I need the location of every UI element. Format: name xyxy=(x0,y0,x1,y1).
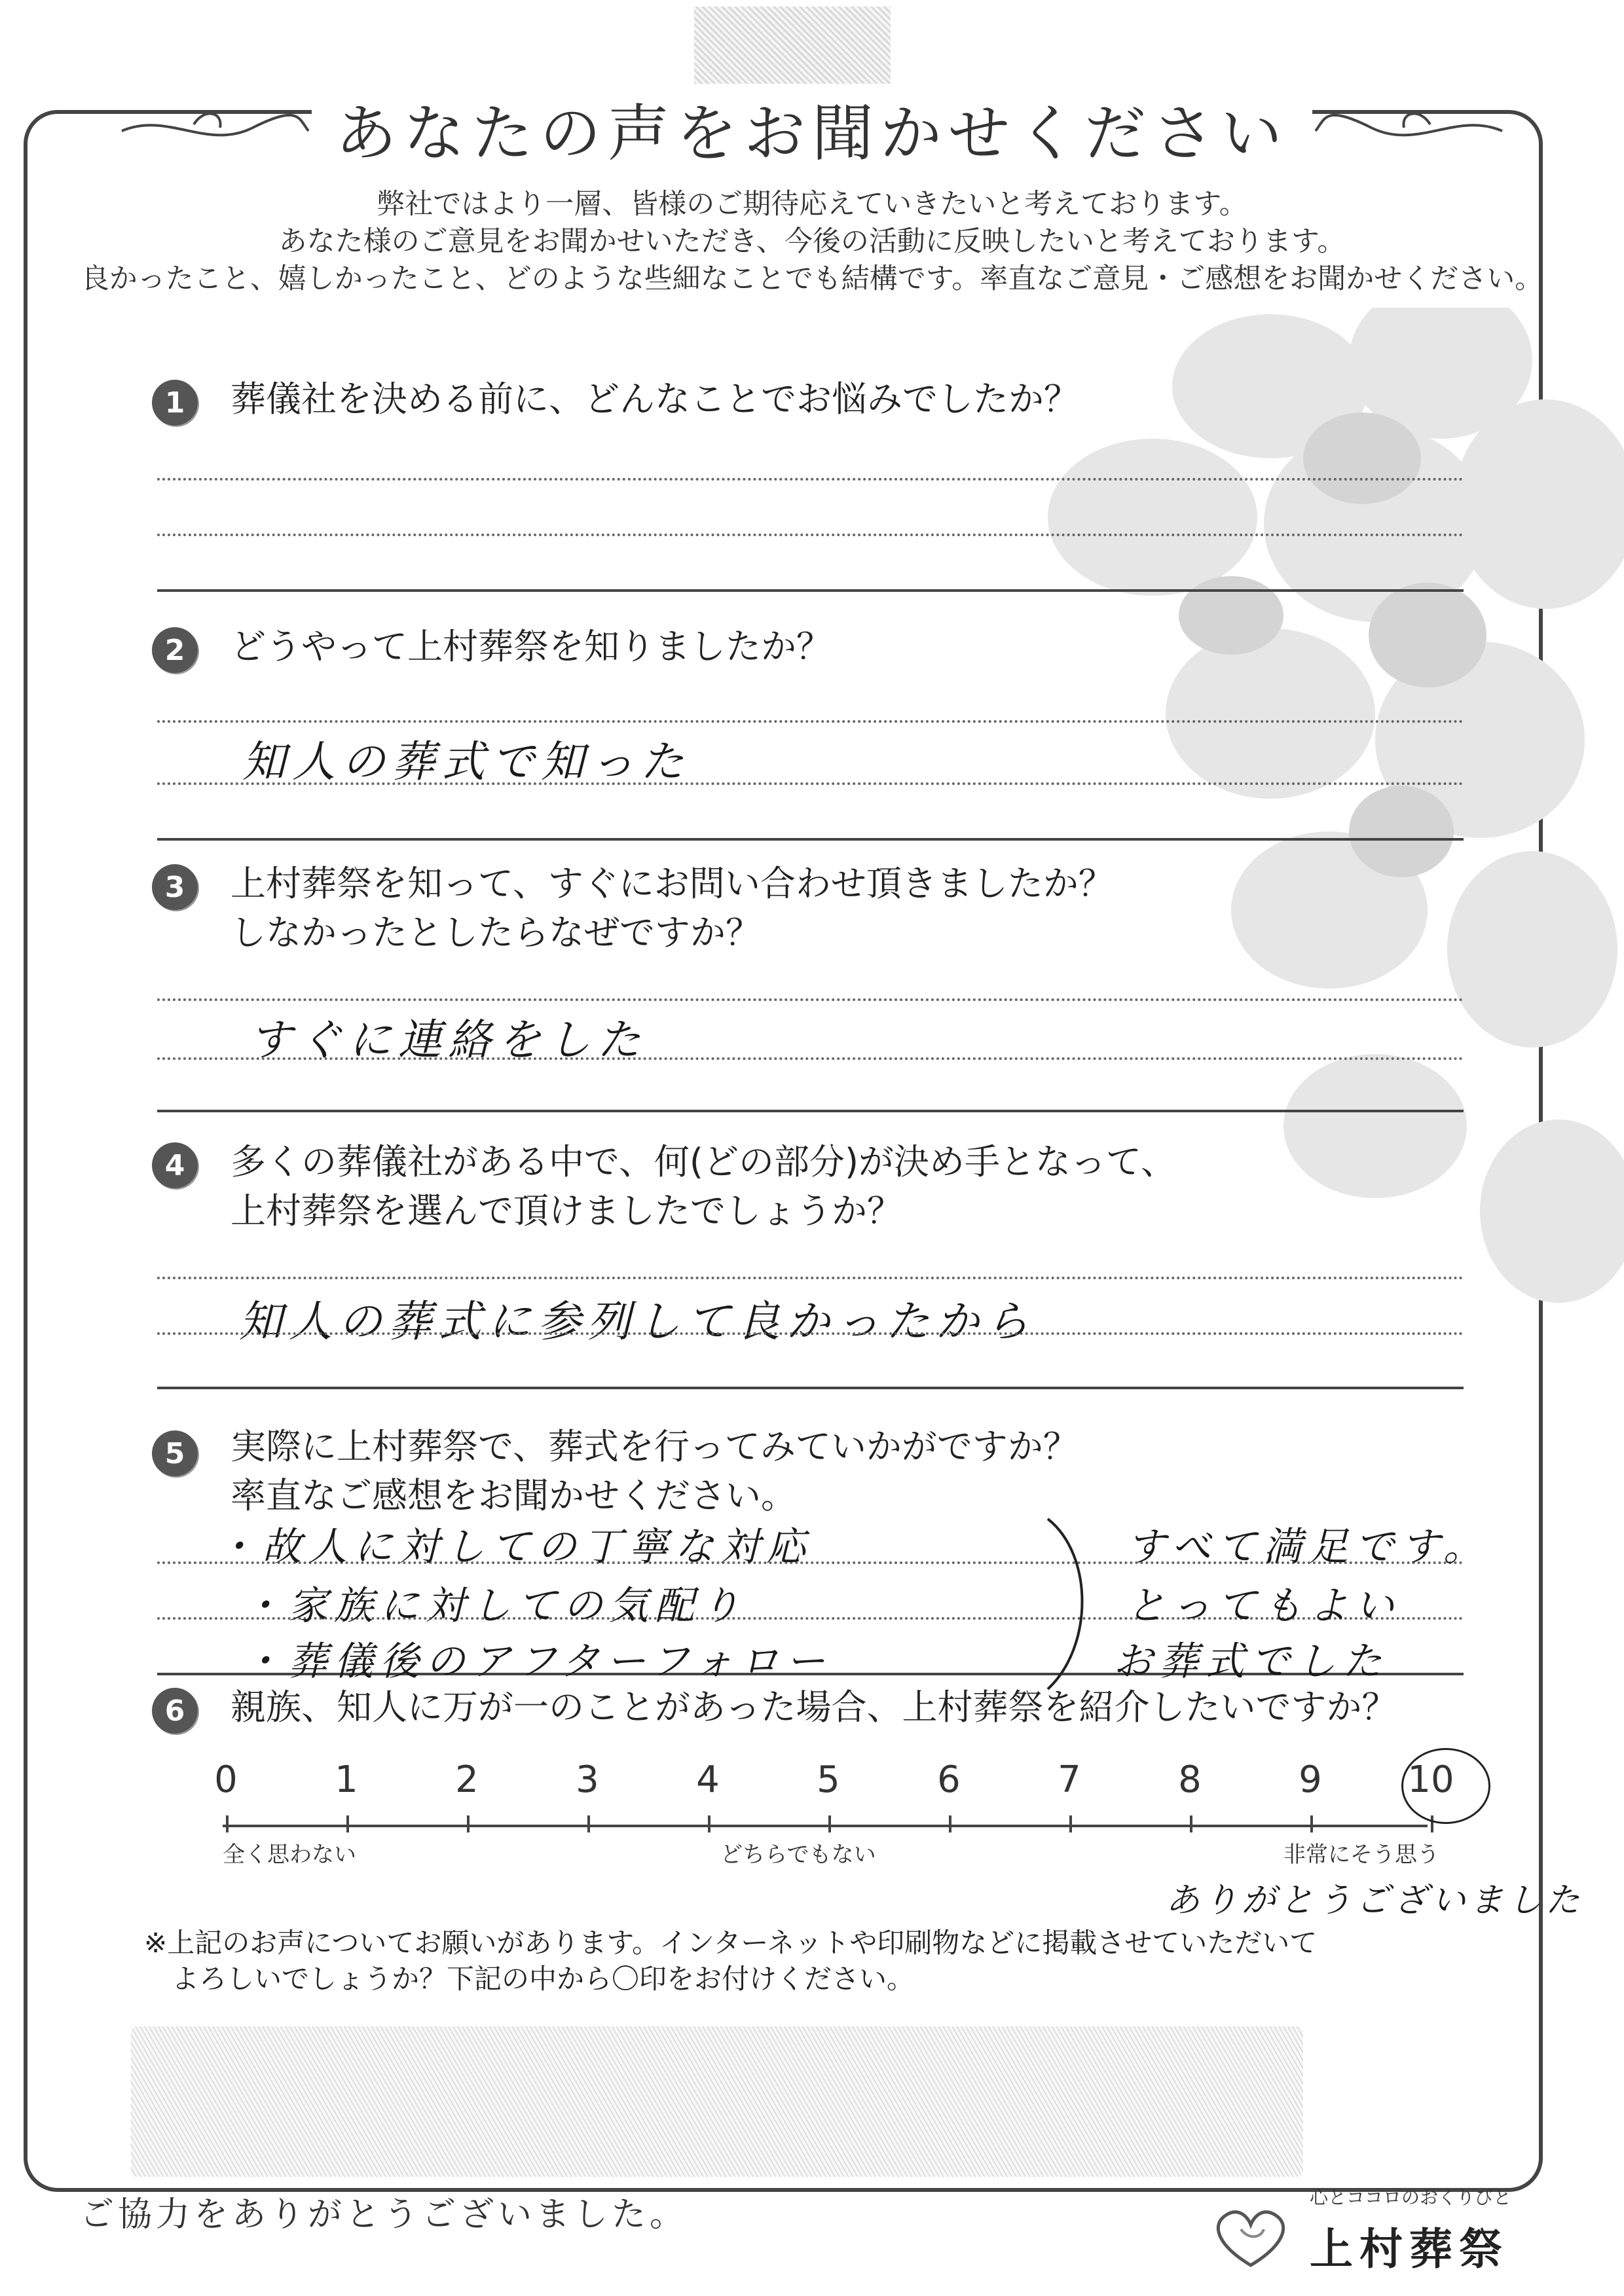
answer-5-right-line-2: とってもよい xyxy=(1126,1583,1401,1629)
consent-note-line-1: ※上記のお声についてお願いがあります。インターネットや印刷物などに掲載させていただいて xyxy=(144,1927,1318,1959)
question-1-badge: 1 xyxy=(152,380,198,426)
answer-5-left-line-1: ・故人に対しての丁寧な対応 xyxy=(216,1524,812,1570)
flower-watermark xyxy=(904,308,1624,1355)
section-divider xyxy=(157,1387,1464,1389)
intro-line-1: 弊社ではより一層、皆様のご期待応えていきたいと考えております。 xyxy=(377,188,1247,221)
question-2-text: どうやって上村葬祭を知りましたか？ xyxy=(231,626,832,667)
question-5-text-line-2: 率直なご感想をお聞かせください。 xyxy=(231,1475,796,1516)
scale-number-8[interactable]: 8 xyxy=(1178,1758,1202,1801)
consent-options-area xyxy=(131,2026,1303,2177)
scale-label-high: 非常にそう思う xyxy=(1283,1842,1439,1868)
question-4-badge: 4 xyxy=(152,1142,198,1188)
intro-line-3: 良かったこと、嬉しかったこと、どのような些細なことでも結構です。率直なご意見・ご感想をお聞かせください。 xyxy=(81,263,1543,295)
question-4-text-line-2: 上村葬祭を選んで頂けましたでしょうか？ xyxy=(231,1190,902,1231)
question-3-text-line-1: 上村葬祭を知って、すぐにお問い合わせ頂きましたか？ xyxy=(231,863,1114,904)
section-divider xyxy=(157,838,1464,841)
question-5-badge: 5 xyxy=(152,1430,198,1476)
consent-note-line-2: よろしいでしょうか？下記の中から〇印をお付けください。 xyxy=(172,1963,915,1995)
question-1-text: 葬儀社を決める前に、どんなことでお悩みでしたか？ xyxy=(231,378,1079,420)
scale-number-9[interactable]: 9 xyxy=(1299,1758,1322,1801)
heart-logo-icon xyxy=(1211,2206,1290,2272)
answer-line xyxy=(157,782,1464,785)
scale-tick xyxy=(949,1815,951,1832)
scale-number-1[interactable]: 1 xyxy=(335,1758,358,1801)
section-divider xyxy=(157,1110,1464,1112)
answer-5-left-line-3: ・葬儀後のアフターフォロー xyxy=(242,1639,832,1685)
answer-5-right-line-3: お葬式でした xyxy=(1113,1639,1388,1685)
title-row xyxy=(0,79,1624,177)
question-2-badge: 2 xyxy=(152,627,198,673)
scale-label-low: 全く思わない xyxy=(223,1842,356,1868)
answer-line xyxy=(157,998,1464,1001)
question-4-text-line-1: 多くの葬儀社がある中で、何(どの部分)が決め手となって、 xyxy=(231,1141,1176,1182)
logo-tagline: 心とココロのおくりびと xyxy=(1310,2187,1512,2208)
scale-number-10[interactable]: 10 xyxy=(1407,1758,1454,1801)
scale-tick xyxy=(587,1815,590,1832)
scale-number-5[interactable]: 5 xyxy=(817,1758,840,1801)
answer-2-handwritten: 知人の葬式で知った xyxy=(242,737,690,787)
scale-tick xyxy=(1069,1815,1072,1832)
question-6-badge: 6 xyxy=(152,1688,198,1734)
answer-line xyxy=(157,534,1464,536)
logo-name: 上村葬祭 xyxy=(1310,2224,1509,2274)
rating-scale-line xyxy=(223,1825,1428,1827)
answer-line xyxy=(157,1277,1464,1279)
scale-label-mid: どちらでもない xyxy=(720,1842,876,1868)
right-flourish-icon xyxy=(1312,98,1509,157)
scale-number-7[interactable]: 7 xyxy=(1058,1758,1081,1801)
scale-tick xyxy=(828,1815,831,1832)
answer-5-left-line-2: ・家族に対しての気配り xyxy=(242,1583,747,1629)
scale-tick xyxy=(226,1815,229,1832)
answer-line xyxy=(157,1057,1464,1060)
scale-tick xyxy=(1310,1815,1313,1832)
intro-line-2: あなた様のご意見をお聞かせいただき、今後の活動に反映したいと考えております。 xyxy=(278,225,1346,258)
answer-3-handwritten: すぐに連絡をした xyxy=(249,1015,647,1065)
answer-line xyxy=(157,1332,1464,1335)
scale-tick xyxy=(1190,1815,1192,1832)
scale-number-0[interactable]: 0 xyxy=(214,1758,238,1801)
scale-tick xyxy=(346,1815,349,1832)
question-3-text-line-2: しなかったとしたらなぜですか？ xyxy=(231,912,761,953)
scale-number-6[interactable]: 6 xyxy=(937,1758,961,1801)
selected-rating-circle xyxy=(1401,1748,1490,1824)
scale-tick xyxy=(467,1815,470,1832)
left-flourish-icon xyxy=(115,98,312,157)
answer-line xyxy=(157,478,1464,481)
form-title: あなたの声をお聞かせください xyxy=(312,84,1312,172)
thanks-message: ご協力をありがとうございました。 xyxy=(80,2195,688,2234)
answer-4-handwritten: 知人の葬式に参列して良かったから xyxy=(239,1296,1035,1347)
scale-tick xyxy=(708,1815,710,1832)
section-divider xyxy=(157,589,1464,592)
scale-number-3[interactable]: 3 xyxy=(576,1758,599,1801)
header-tab-texture xyxy=(694,7,891,84)
scale-number-2[interactable]: 2 xyxy=(455,1758,479,1801)
scale-number-4[interactable]: 4 xyxy=(696,1758,720,1801)
answer-5-right-line-1: すべて満足です。 xyxy=(1126,1524,1489,1570)
answer-line xyxy=(157,720,1464,723)
question-5-text-line-1: 実際に上村葬祭で、葬式を行ってみていかがですか？ xyxy=(231,1426,1079,1467)
question-3-badge: 3 xyxy=(152,864,198,910)
handwritten-thanks-note: ありがとうございました xyxy=(1166,1881,1584,1920)
question-6-text: 親族、知人に万が一のことがあった場合、上村葬祭を紹介したいですか？ xyxy=(231,1686,1397,1728)
answer-bracket-icon xyxy=(1041,1516,1100,1692)
